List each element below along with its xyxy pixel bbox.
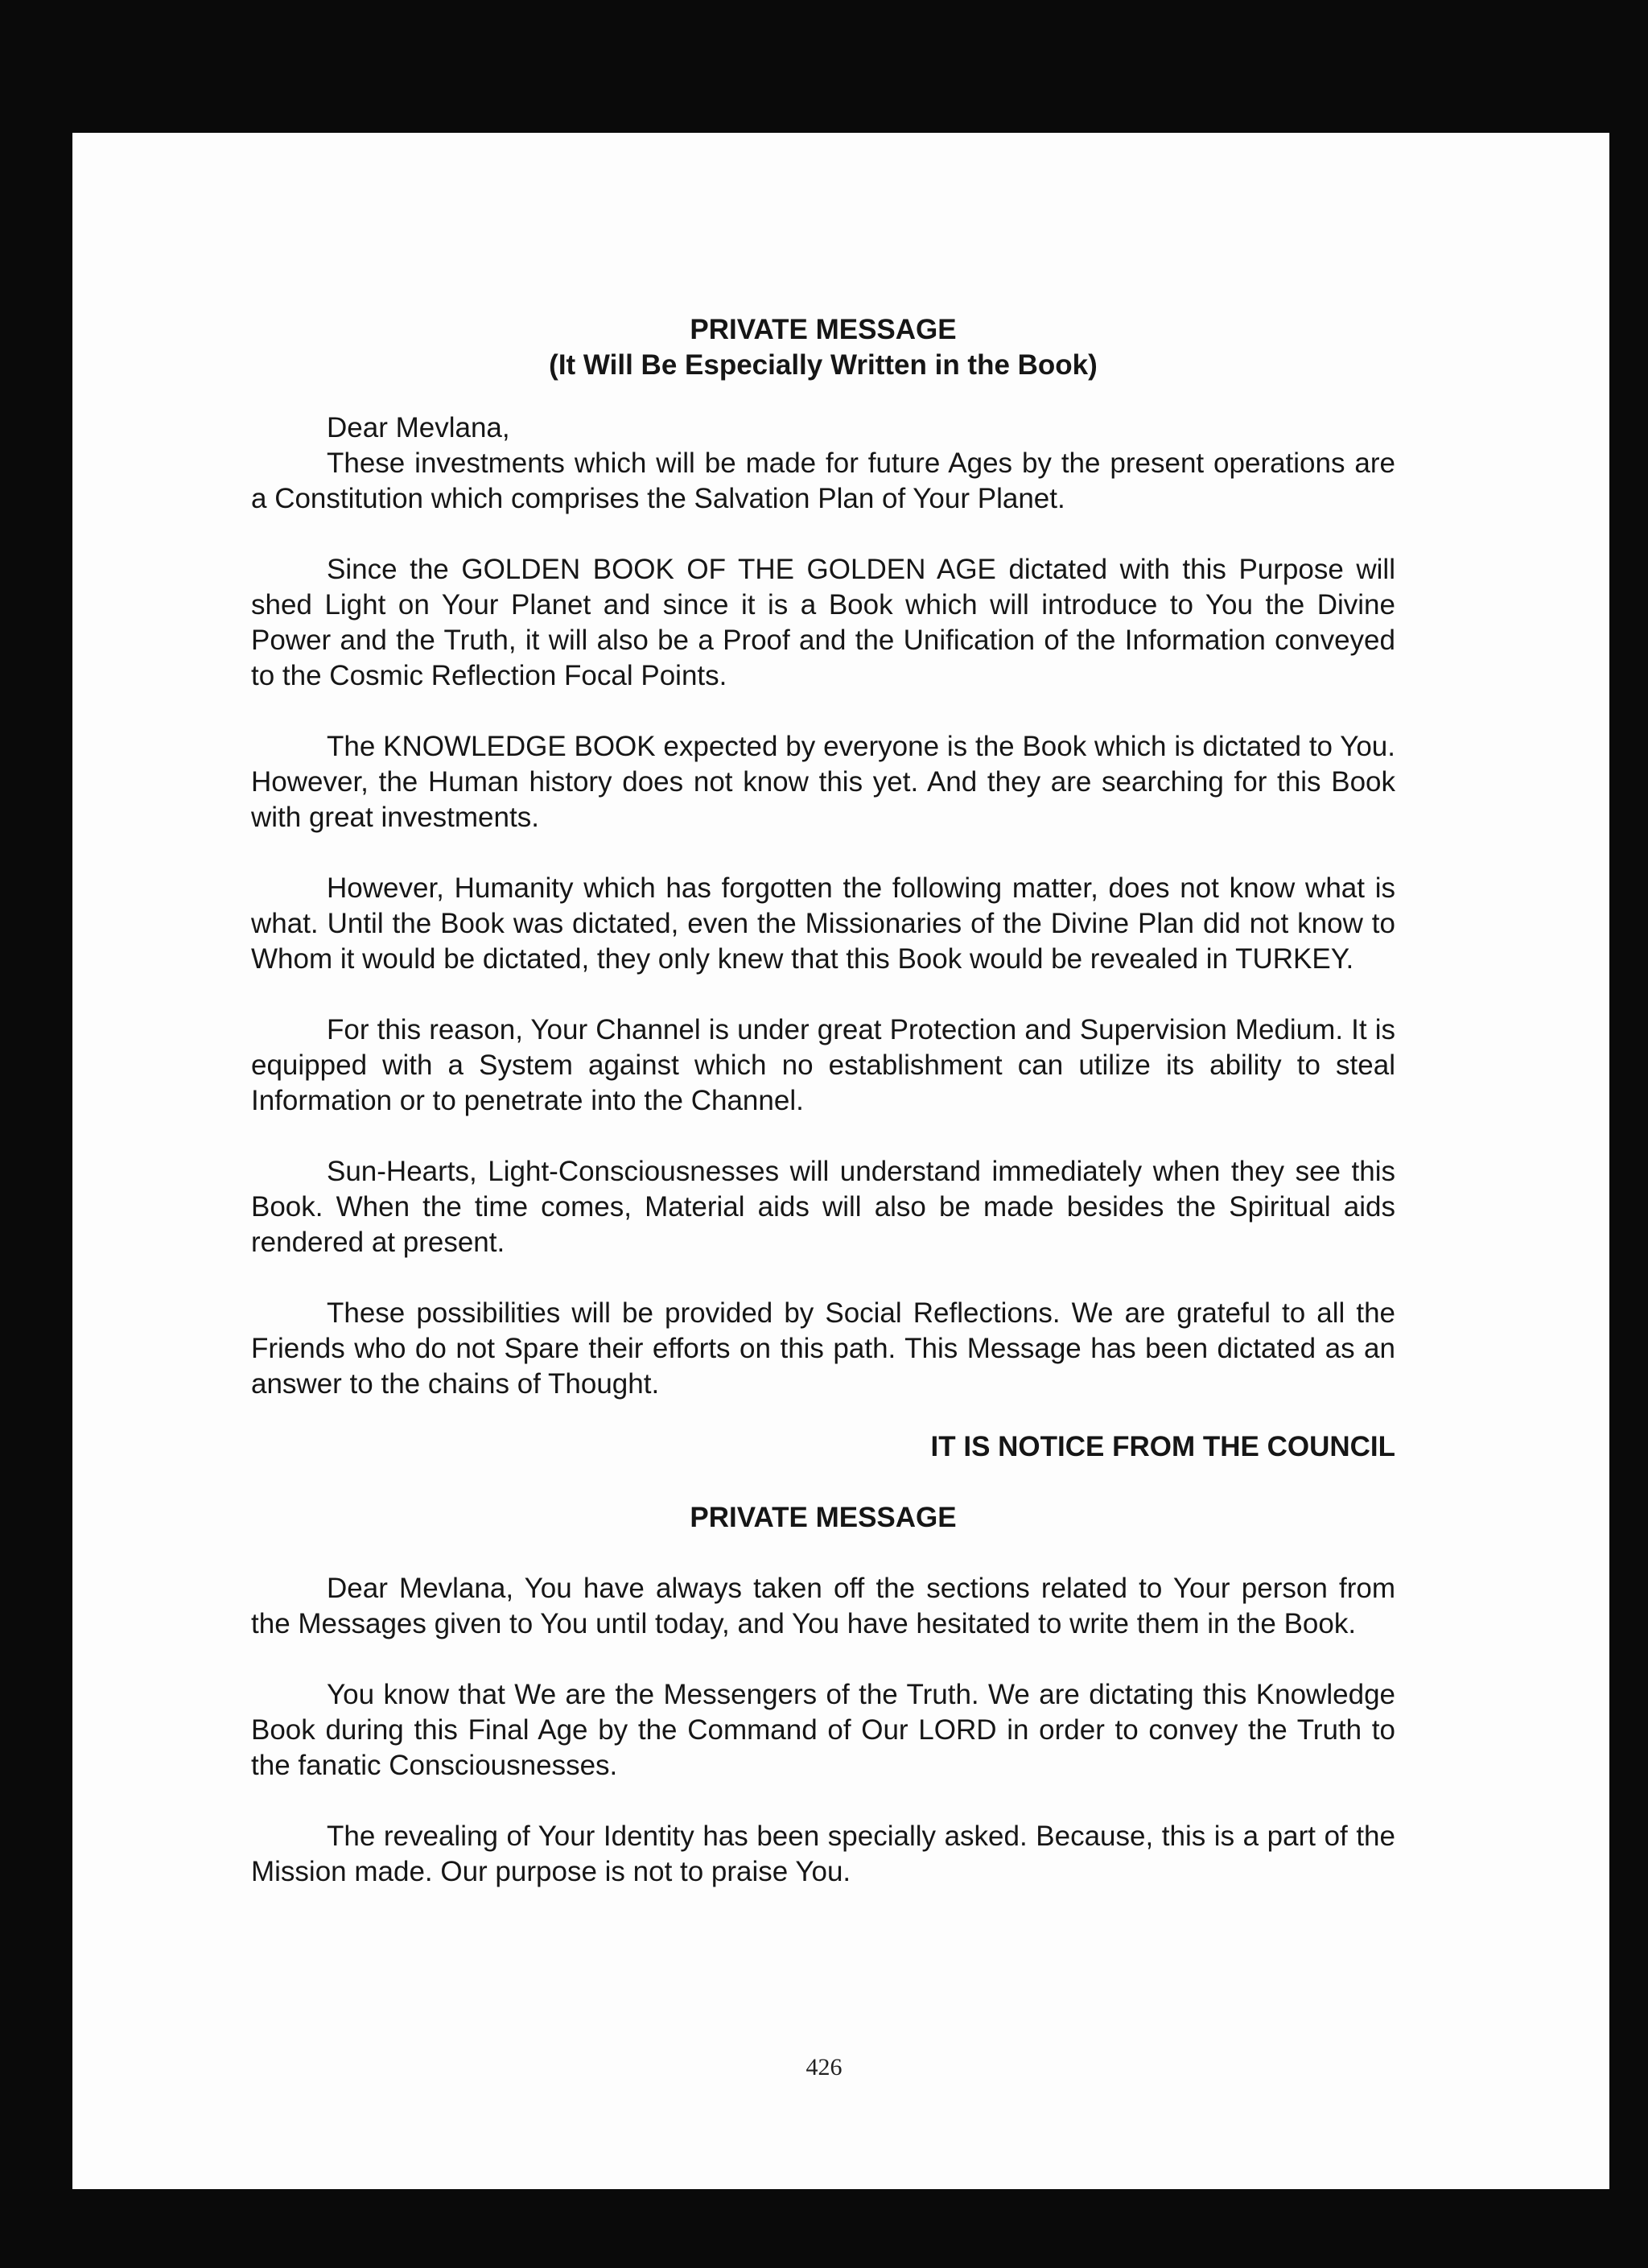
paragraph: The KNOWLEDGE BOOK expected by everyone is the Book which is dictated to You. However, the Human history does not know this yet. And they are searching for this Book with great investments. [251,731,1395,833]
document-body [251,312,1395,1925]
paragraph: The revealing of Your Identity has been specially asked. Because, this is a part of the Mission made. Our purpose is not to praise You. [251,1821,1395,1887]
paragraph: Since the GOLDEN BOOK OF THE GOLDEN AGE dictated with this Purpose will shed Light on Your Planet and since it is a Book which will introduce to You the Divine Power and the Truth, it will also be a Proof and the Unification of the Information conveyed to the Cosmic Reflection Focal Points. [251,554,1395,691]
section-title: PRIVATE MESSAGE [690,1502,957,1533]
paragraph: However, Humanity which has forgotten the following matter, does not know what is what. Until the Book was dictated, even the Missionaries of the Divine Plan did not know to Whom it would be dictated, they only knew that this Book would be revealed in TURKEY. [251,872,1395,975]
scan-border-bottom [0,2189,1648,2268]
paragraph: Sun-Hearts, Light-Consciousnesses will understand immediately when they see this Book. When the time comes, Material aids will also be made besides the Spiritual aids rendered at present. [251,1156,1395,1258]
paragraph: These investments which will be made for future Ages by the present operations are a Constitution which comprises the Salvation Plan of Your Planet. [251,447,1395,514]
paragraph: For this reason, Your Channel is under great Protection and Supervision Medium. It is equipped with a System against which no establishment can utilize its ability to steal Information or to penetrate into the Channel. [251,1014,1395,1116]
paragraph: You know that We are the Messengers of the Truth. We are dictating this Knowledge Book during this Final Age by the Command of Our LORD in order to convey the Truth to the fanatic Consciousnesses. [251,1679,1395,1781]
scan-border-right [1609,0,1648,2268]
paragraph: These possibilities will be provided by Social Reflections. We are grateful to all the Friends who do not Spare their efforts on this path. This Message has been dictated as an answer to the chains of Thought. [251,1297,1395,1400]
council-notice: IT IS NOTICE FROM THE COUNCIL [930,1431,1395,1462]
page-subtitle: (It Will Be Especially Written in the Book) [549,349,1098,381]
page-title: PRIVATE MESSAGE [690,314,957,345]
paragraph: Dear Mevlana, You have always taken off the sections related to Your person from the Messages given to You until today, and You have hesitated to write them in the Book. [251,1573,1395,1639]
page-number: 426 [805,2054,843,2080]
salutation: Dear Mevlana, [327,412,510,443]
